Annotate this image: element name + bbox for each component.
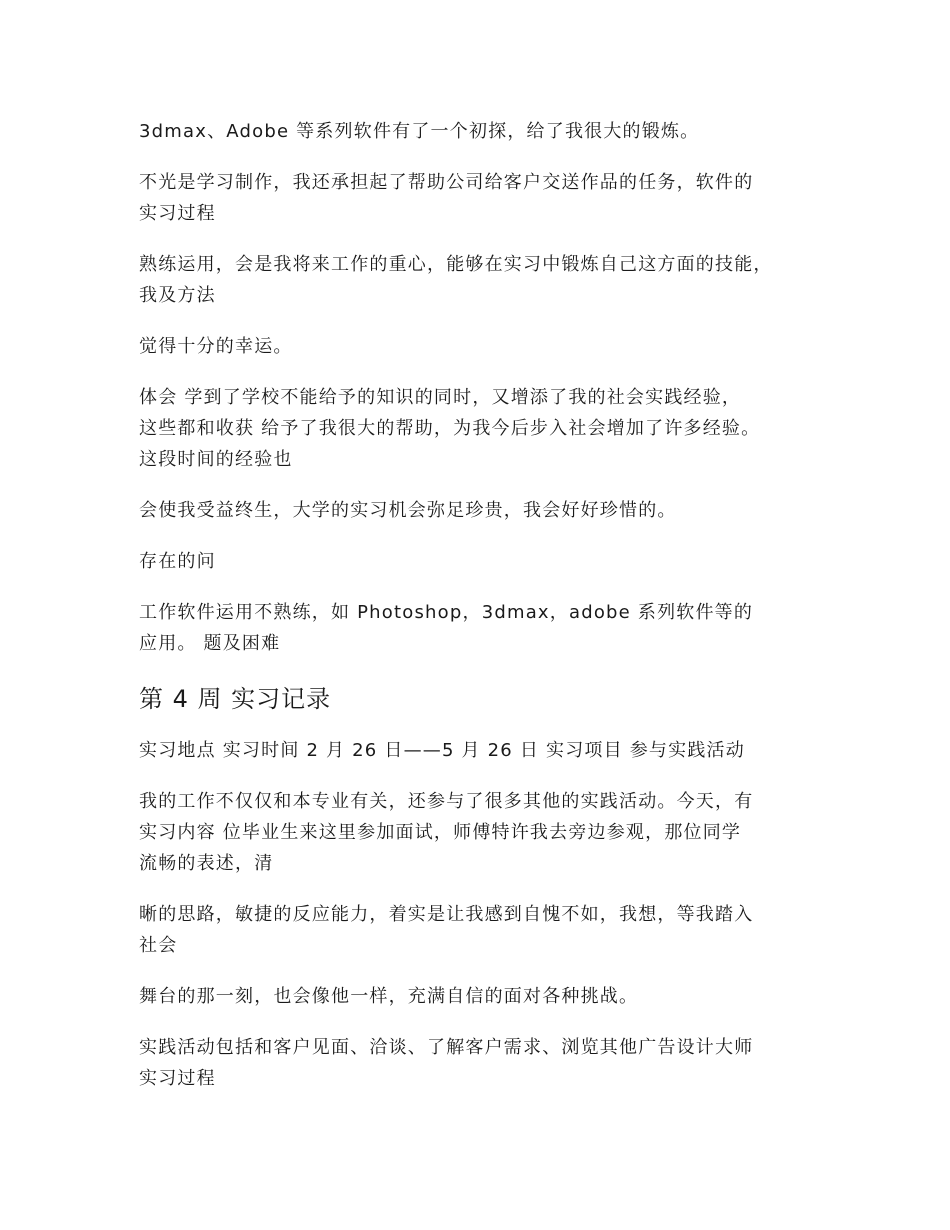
text-line: 我及方法 [139,285,216,306]
paragraph [139,331,839,362]
text-line: 工作软件运用不熟练，如 Photoshop，3dmax，adobe 系列软件等的 [139,602,754,623]
text-line: 不光是学习制作，我还承担起了帮助公司给客户交送作品的任务，软件的 [139,172,754,193]
paragraph [139,981,839,1012]
paragraph [139,249,839,311]
text-line: 3dmax、Adobe 等系列软件有了一个初探，给了我很大的锻炼。 [139,121,700,142]
section-heading: 第 4 周 实习记录 [139,685,332,713]
text-line: 舞台的那一刻，也会像他一样，充满自信的面对各种挑战。 [139,986,639,1007]
text-line: 体会 学到了学校不能给予的知识的同时，又增添了我的社会实践经验， [139,387,742,408]
text-line: 实习内容 位毕业生来这里参加面试，师傅特许我去旁边参观，那位同学 [139,822,742,843]
paragraph [139,735,839,766]
text-line: 实践活动包括和客户见面、洽谈、了解客户需求、浏览其他广告设计大师 [139,1037,754,1058]
text-line: 应用。 题及困难 [139,633,281,654]
paragraph [139,546,839,577]
paragraph [139,597,839,659]
paragraph [139,382,839,475]
paragraph [139,786,839,879]
text-line: 觉得十分的幸运。 [139,336,293,357]
text-line: 存在的问 [139,551,216,572]
paragraph [139,116,839,147]
text-line: 熟练运用，会是我将来工作的重心，能够在实习中锻炼自己这方面的技能， [139,254,773,275]
paragraph [139,899,839,961]
text-line: 这些都和收获 给予了我很大的帮助，为我今后步入社会增加了许多经验。 [139,418,761,439]
paragraph [139,167,839,229]
paragraph [139,1032,839,1094]
document-body [139,116,839,1114]
text-line: 流畅的表述，清 [139,853,274,874]
text-line: 实习过程 [139,203,216,224]
text-line: 晰的思路，敏捷的反应能力，着实是让我感到自愧不如，我想，等我踏入 [139,904,754,925]
text-line: 我的工作不仅仅和本专业有关，还参与了很多其他的实践活动。今天，有 [139,791,754,812]
text-line: 这段时间的经验也 [139,449,293,470]
text-line: 会使我受益终生，大学的实习机会弥足珍贵，我会好好珍惜的。 [139,500,677,521]
paragraph [139,495,839,526]
text-line: 社会 [139,935,178,956]
text-line: 实习地点 实习时间 2 月 26 日——5 月 26 日 实习项目 参与实践活动 [139,740,745,761]
text-line: 实习过程 [139,1068,216,1089]
